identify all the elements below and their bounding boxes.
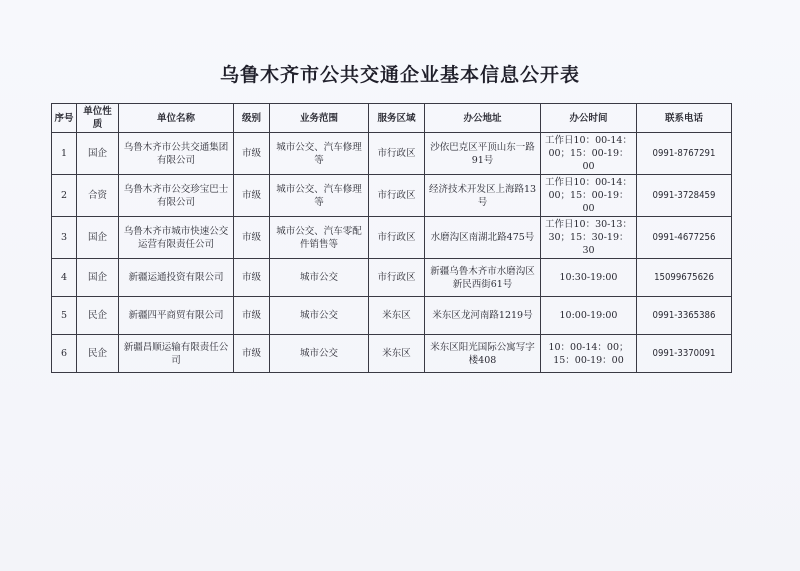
cell-phone: 0991-3370091	[637, 335, 732, 373]
cell-name: 乌鲁木齐市城市快速公交运营有限责任公司	[119, 217, 234, 259]
cell-hours: 工作日10：00-14：00；15：00-19：00	[541, 133, 637, 175]
cell-address: 水磨沟区南湖北路475号	[425, 217, 541, 259]
cell-hours: 10:30-19:00	[541, 259, 637, 297]
cell-hours: 工作日10：30-13：30；15：30-19：30	[541, 217, 637, 259]
cell-level: 市级	[234, 217, 270, 259]
cell-scope: 城市公交	[270, 297, 369, 335]
header-no: 序号	[52, 104, 77, 133]
cell-name: 新疆运通投资有限公司	[119, 259, 234, 297]
cell-hours: 工作日10：00-14：00；15：00-19：00	[541, 175, 637, 217]
cell-no: 2	[52, 175, 77, 217]
cell-area: 市行政区	[369, 133, 425, 175]
cell-type: 合资	[77, 175, 119, 217]
cell-name: 新疆四平商贸有限公司	[119, 297, 234, 335]
table-row	[52, 297, 732, 335]
cell-level: 市级	[234, 297, 270, 335]
cell-name: 新疆昌顺运输有限责任公司	[119, 335, 234, 373]
cell-scope: 城市公交、汽车修理等	[270, 133, 369, 175]
cell-type: 国企	[77, 133, 119, 175]
info-table	[51, 103, 732, 373]
cell-scope: 城市公交	[270, 335, 369, 373]
cell-no: 1	[52, 133, 77, 175]
header-type: 单位性质	[77, 104, 119, 133]
cell-type: 国企	[77, 259, 119, 297]
table-row	[52, 133, 732, 175]
cell-name: 乌鲁木齐市公共交通集团有限公司	[119, 133, 234, 175]
header-scope: 业务范围	[270, 104, 369, 133]
cell-phone: 0991-4677256	[637, 217, 732, 259]
cell-area: 市行政区	[369, 217, 425, 259]
cell-level: 市级	[234, 335, 270, 373]
header-hours: 办公时间	[541, 104, 637, 133]
cell-scope: 城市公交、汽车零配件销售等	[270, 217, 369, 259]
cell-phone: 0991-3365386	[637, 297, 732, 335]
cell-area: 米东区	[369, 297, 425, 335]
cell-area: 米东区	[369, 335, 425, 373]
header-phone: 联系电话	[637, 104, 732, 133]
table-header-row	[52, 104, 732, 133]
cell-address: 新疆乌鲁木齐市水磨沟区新民西街61号	[425, 259, 541, 297]
cell-phone: 0991-8767291	[637, 133, 732, 175]
cell-level: 市级	[234, 175, 270, 217]
table-row	[52, 335, 732, 373]
cell-type: 民企	[77, 297, 119, 335]
document-title: 乌鲁木齐市公共交通企业基本信息公开表	[219, 64, 580, 86]
cell-area: 市行政区	[369, 175, 425, 217]
cell-address: 米东区龙河南路1219号	[425, 297, 541, 335]
cell-level: 市级	[234, 259, 270, 297]
cell-scope: 城市公交、汽车修理等	[270, 175, 369, 217]
cell-type: 国企	[77, 217, 119, 259]
cell-address: 沙依巴克区平顶山东一路91号	[425, 133, 541, 175]
cell-no: 6	[52, 335, 77, 373]
cell-type: 民企	[77, 335, 119, 373]
cell-name: 乌鲁木齐市公交珍宝巴士有限公司	[119, 175, 234, 217]
table-row	[52, 217, 732, 259]
table-row	[52, 259, 732, 297]
cell-no: 3	[52, 217, 77, 259]
table-row	[52, 175, 732, 217]
cell-area: 市行政区	[369, 259, 425, 297]
cell-hours: 10：00-14：00；15：00-19：00	[541, 335, 637, 373]
header-area: 服务区域	[369, 104, 425, 133]
header-address: 办公地址	[425, 104, 541, 133]
cell-phone: 0991-3728459	[637, 175, 732, 217]
header-name: 单位名称	[119, 104, 234, 133]
cell-address: 经济技术开发区上海路13号	[425, 175, 541, 217]
cell-phone: 15099675626	[637, 259, 732, 297]
header-level: 级别	[234, 104, 270, 133]
cell-level: 市级	[234, 133, 270, 175]
cell-scope: 城市公交	[270, 259, 369, 297]
cell-no: 4	[52, 259, 77, 297]
cell-hours: 10:00-19:00	[541, 297, 637, 335]
cell-address: 米东区阳光国际公寓写字楼408	[425, 335, 541, 373]
cell-no: 5	[52, 297, 77, 335]
